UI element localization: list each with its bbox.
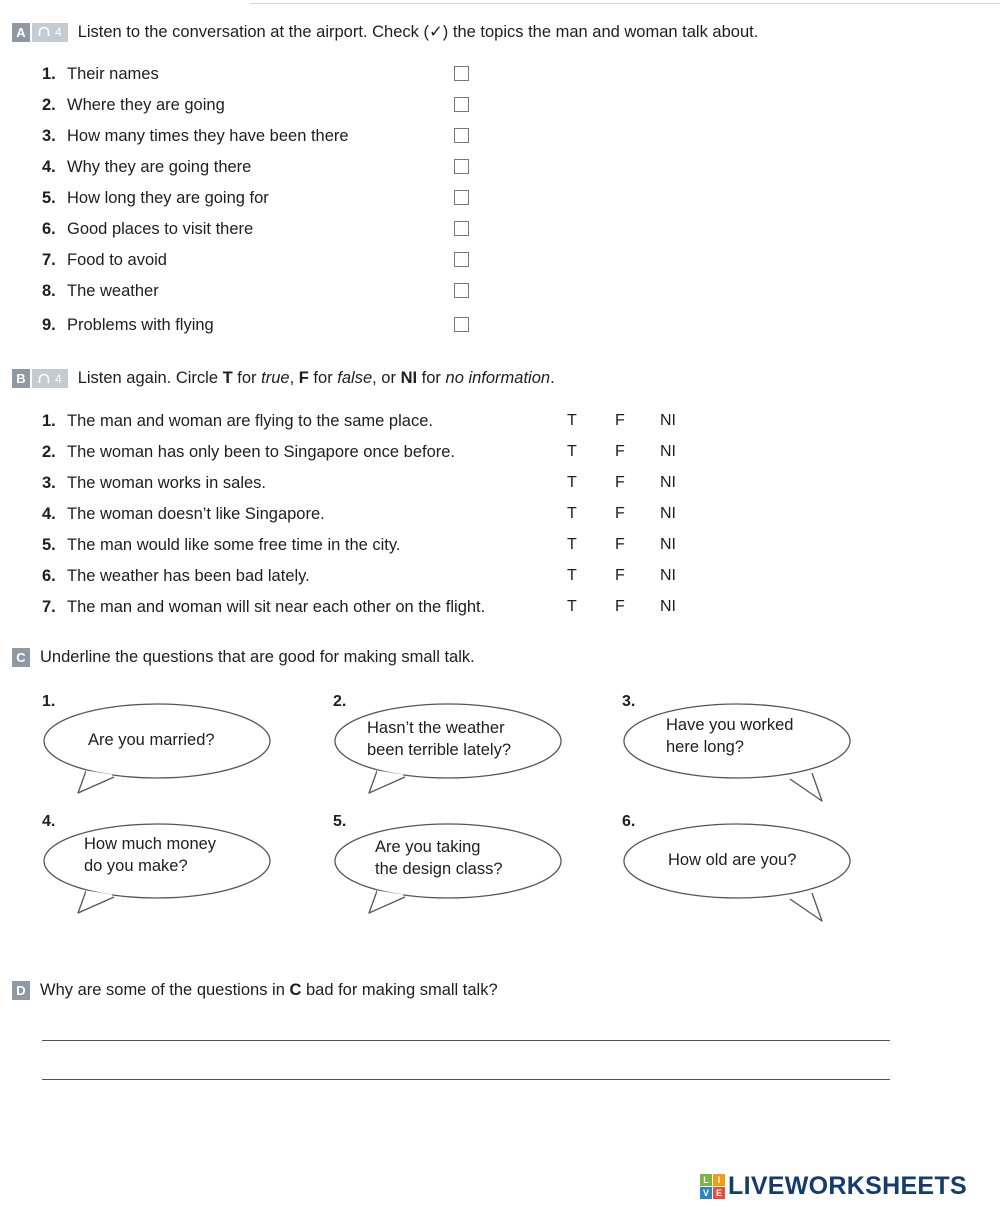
topic-text: The weather <box>67 282 159 300</box>
section-a-badge <box>12 23 68 42</box>
topic-checkbox[interactable] <box>454 221 469 236</box>
liveworksheets-logo <box>700 1172 967 1201</box>
bubble-number: 4. <box>42 813 56 830</box>
statement-item <box>42 536 742 560</box>
true-option[interactable]: T <box>567 536 577 553</box>
item-number: 7. <box>42 251 56 269</box>
true-option[interactable]: T <box>567 505 577 522</box>
topic-item <box>42 127 482 151</box>
bubble-number: 1. <box>42 693 56 710</box>
speech-bubble <box>622 813 862 923</box>
section-c-badge <box>12 648 30 667</box>
topic-item <box>42 316 482 340</box>
topic-text: Problems with flying <box>67 316 214 334</box>
bubble-question[interactable]: Are you married? <box>88 731 215 749</box>
true-option[interactable]: T <box>567 567 577 584</box>
speech-bubble <box>622 693 862 803</box>
bubble-question[interactable]: Are you taking the design class? <box>375 838 503 878</box>
item-number: 3. <box>42 474 56 492</box>
bubble-question[interactable]: Hasn’t the weather been terrible lately? <box>367 719 512 759</box>
no-info-option[interactable]: NI <box>660 567 676 584</box>
statement-text: The man and woman will sit near each other on the flight. <box>67 598 486 616</box>
statement-text: The weather has been bad lately. <box>67 567 310 585</box>
statement-text: The woman has only been to Singapore once before. <box>67 443 456 461</box>
item-number: 9. <box>42 316 56 334</box>
section-d-instruction: Why are some of the questions in C bad for making small talk? <box>40 981 498 999</box>
answer-line[interactable] <box>42 1079 890 1080</box>
topic-checkbox[interactable] <box>454 66 469 81</box>
no-info-option[interactable]: NI <box>660 505 676 522</box>
no-info-option[interactable]: NI <box>660 598 676 615</box>
statement-text: The woman works in sales. <box>67 474 266 492</box>
statement-item <box>42 443 742 467</box>
topic-item <box>42 96 482 120</box>
bubble-number: 6. <box>622 813 636 830</box>
headphones-icon <box>38 373 50 385</box>
top-border-line <box>250 3 1000 4</box>
item-number: 2. <box>42 96 56 114</box>
false-option[interactable]: F <box>615 598 625 615</box>
topic-item <box>42 158 482 182</box>
logo-grid-icon: L I V E <box>700 1174 725 1199</box>
item-number: 4. <box>42 158 56 176</box>
topic-text: Food to avoid <box>67 251 167 269</box>
no-info-option[interactable]: NI <box>660 474 676 491</box>
section-d-letter: D <box>12 981 30 1000</box>
audio-track-badge[interactable] <box>32 369 68 388</box>
statement-item <box>42 412 742 436</box>
topic-checkbox[interactable] <box>454 128 469 143</box>
audio-track-badge[interactable] <box>32 23 68 42</box>
item-number: 3. <box>42 127 56 145</box>
false-option[interactable]: F <box>615 536 625 553</box>
true-option[interactable]: T <box>567 598 577 615</box>
section-a-instruction: Listen to the conversation at the airport. Check (✓) the topics the man and woman talk about. <box>77 23 759 41</box>
no-info-option[interactable]: NI <box>660 412 676 429</box>
section-a-header <box>12 22 758 42</box>
statement-item <box>42 598 742 622</box>
bubble-number: 5. <box>333 813 347 830</box>
topic-item <box>42 282 482 306</box>
section-b-header <box>12 369 555 388</box>
topic-item <box>42 189 482 213</box>
bubble-question[interactable]: How old are you? <box>668 851 797 869</box>
speech-bubble-shape <box>42 701 282 803</box>
topic-text: Why they are going there <box>67 158 252 176</box>
topic-text: Their names <box>67 65 159 83</box>
true-option[interactable]: T <box>567 474 577 491</box>
bubble-question[interactable]: How much money do you make? <box>84 835 217 875</box>
true-option[interactable]: T <box>567 443 577 460</box>
item-number: 6. <box>42 567 56 585</box>
section-c-instruction: Underline the questions that are good for making small talk. <box>40 648 475 666</box>
topic-item <box>42 220 482 244</box>
topic-item <box>42 251 482 275</box>
false-option[interactable]: F <box>615 567 625 584</box>
bubble-number: 2. <box>333 693 347 710</box>
item-number: 1. <box>42 412 56 430</box>
item-number: 5. <box>42 536 56 554</box>
no-info-option[interactable]: NI <box>660 443 676 460</box>
statement-item <box>42 567 742 591</box>
topic-text: Good places to visit there <box>67 220 254 238</box>
section-b-badge <box>12 369 68 388</box>
topic-item <box>42 65 482 89</box>
topic-text: How many times they have been there <box>67 127 349 145</box>
topic-checkbox[interactable] <box>454 283 469 298</box>
item-number: 1. <box>42 65 56 83</box>
track-number: 4 <box>55 371 62 386</box>
item-number: 7. <box>42 598 56 616</box>
speech-bubble <box>42 813 282 923</box>
logo-text: LIVEWORKSHEETS <box>728 1172 967 1200</box>
section-d-badge <box>12 981 30 1000</box>
topic-text: How long they are going for <box>67 189 269 207</box>
no-info-option[interactable]: NI <box>660 536 676 553</box>
section-c-header <box>12 648 475 667</box>
track-number: 4 <box>55 25 62 39</box>
answer-line[interactable] <box>42 1040 890 1041</box>
topic-checkbox[interactable] <box>454 97 469 112</box>
section-b-instruction: Listen again. Circle T for true, F for false, or NI for no information. <box>77 369 555 387</box>
speech-bubble <box>42 693 282 803</box>
statement-text: The man and woman are flying to the same place. <box>67 412 433 430</box>
item-number: 5. <box>42 189 56 207</box>
section-a-letter: A <box>12 23 30 42</box>
item-number: 8. <box>42 282 56 300</box>
topic-text: Where they are going <box>67 96 225 114</box>
section-c-letter: C <box>12 648 30 667</box>
bubble-question[interactable]: Have you worked here long? <box>666 716 794 756</box>
speech-bubble <box>333 693 573 803</box>
false-option[interactable]: F <box>615 443 625 460</box>
item-number: 4. <box>42 505 56 523</box>
section-d-header <box>12 981 498 1000</box>
bubble-number: 3. <box>622 693 636 710</box>
statement-text: The man would like some free time in the city. <box>67 536 401 554</box>
statement-text: The woman doesn’t like Singapore. <box>67 505 325 523</box>
false-option[interactable]: F <box>615 505 625 522</box>
statement-item <box>42 505 742 529</box>
section-b-letter: B <box>12 369 30 388</box>
false-option[interactable]: F <box>615 474 625 491</box>
true-option[interactable]: T <box>567 412 577 429</box>
headphones-icon <box>38 26 50 38</box>
speech-bubble-shape <box>622 821 862 923</box>
topic-checkbox[interactable] <box>454 190 469 205</box>
statement-item <box>42 474 742 498</box>
topic-checkbox[interactable] <box>454 317 469 332</box>
speech-bubble <box>333 813 573 923</box>
false-option[interactable]: F <box>615 412 625 429</box>
item-number: 6. <box>42 220 56 238</box>
topic-checkbox[interactable] <box>454 252 469 267</box>
item-number: 2. <box>42 443 56 461</box>
topic-checkbox[interactable] <box>454 159 469 174</box>
